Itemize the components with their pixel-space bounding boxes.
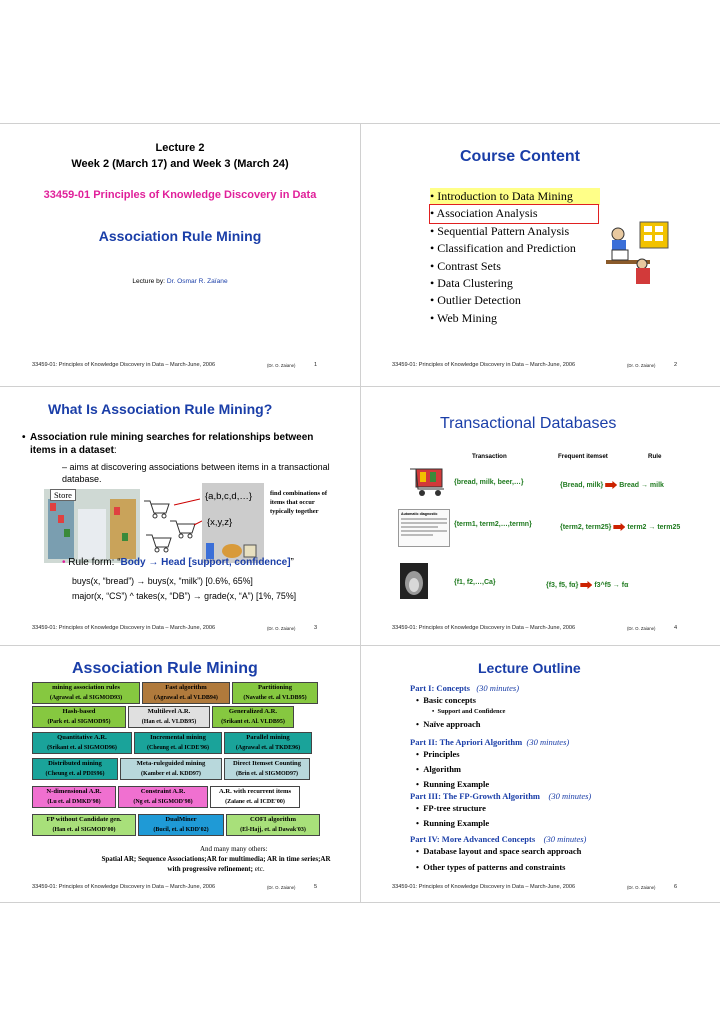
footer-course: 33459-01: Principles of Knowledge Discovery in Data – March-June, 2006 [32,362,216,368]
research-box-ref: (Zaïane et. al ICDE'00) [225,799,285,805]
slide-title: Association Rule Mining [72,660,258,677]
research-box-ref: (Park et. al SIGMOD95) [47,719,111,725]
research-box-ref: (Agrawal et. al VLDB94) [154,695,218,701]
slide-5 [0,652,360,904]
slide-title: What Is Association Rule Mining? [48,401,273,417]
part-3: Part III: The FP-Growth Algorithm (30 minutes) [410,791,592,801]
itemset-row: {Bread, milk} Bread → milk [560,481,664,489]
slide-2 [360,130,720,382]
header-rule: Rule [648,453,662,460]
part-1: Part I: Concepts (30 minutes) [410,683,520,693]
slide-title: Course Content [460,148,580,165]
topic-item: • Sequential Pattern Analysis [430,223,570,238]
itemset-xyz: {x,y,z} [207,517,233,528]
shopping-cart-icon [408,467,450,499]
arrow-icon [605,481,617,489]
slide-title: Lecture Outline [478,660,581,676]
research-box-ref: (Cheung et. al ICDE'96) [146,745,209,751]
research-box-title: Partitioning [257,684,293,691]
research-box-title: DualMiner [165,816,197,823]
research-box-ref: (Srikant et. Al. VLDB95) [221,719,285,725]
research-box-ref: (Kamber et al. KDD97) [141,771,201,777]
page-number: 4 [674,625,678,631]
footer-course: 33459-01: Principles of Knowledge Discovery in Data – March-June, 2006 [32,884,216,890]
research-box [118,786,208,808]
research-box [232,682,318,704]
research-box-title: Generalized A.R. [228,708,278,715]
research-box-ref: (Lu et. al DMKD'98) [47,799,101,805]
sub-bullet: – aims at discovering associations between items in a transactional database. [62,462,330,484]
research-box [134,732,222,754]
research-box-title: FP without Candidate gen. [46,816,122,823]
research-box [32,682,140,704]
outline-subitem: • Support and Confidence [432,708,506,715]
research-box [224,758,310,780]
transaction-features: {f1, f2,…,Ca} [454,579,496,586]
research-box-title: Distributed mining [48,760,102,767]
other-topics: Spatial AR; Sequence Associations;AR for multimedia; AR in time series;AR with progressive refinement; etc. [101,855,331,873]
research-box-title: N-dimensional A.R. [46,788,102,795]
footer-author: (Dr. O. Zaiane) [267,885,296,890]
topic-item: • Data Clustering [430,276,513,291]
research-box-title: Parallel mining [246,734,290,741]
research-box [120,758,222,780]
research-box-title: Meta-ruleguided mining [136,760,206,767]
research-box-title: Incremental mining [150,734,206,741]
research-box [210,786,300,808]
research-box-title: Multilevel A.R. [147,708,191,715]
research-box [128,706,210,728]
research-box [32,786,116,808]
topic-item: • Association Analysis [430,205,598,222]
research-box-title: Hash-based [62,708,96,715]
lecturer-line [0,278,360,285]
part-4: Part IV: More Advanced Concepts (30 minutes) [410,834,587,844]
lecture-number: Lecture 2 [155,142,205,154]
itemset-row: {term2, term25} term2 → term25 [560,523,681,531]
page-number: 2 [674,362,678,368]
transaction-basket: {bread, milk, beer,…} [454,479,524,486]
footer-author: (Dr. O. Zaiane) [627,626,656,631]
lecturer-name: Dr. Osmar R. Zaïane [166,278,228,285]
footer-course: 33459-01: Principles of Knowledge Discovery in Data – March-June, 2006 [392,362,576,368]
footer-course: 33459-01: Principles of Knowledge Discovery in Data – March-June, 2006 [392,884,576,890]
topic-item: • Outlier Detection [430,293,521,308]
header-transaction: Transaction [472,453,507,460]
carts-icon [140,491,202,553]
research-box-ref: (Brin et. al SIGMOD97) [236,771,298,777]
topic-item: • Introduction to Data Mining [430,188,600,205]
topic-item: • Contrast Sets [430,258,501,273]
arrow-icon [613,523,625,531]
outline-body [410,682,710,873]
outline-item: • Principles [416,749,460,759]
research-box-ref: (Han et. al SIGMOD'00) [52,827,116,833]
course-title: 33459-01 Principles of Knowledge Discovery in Data [43,189,317,201]
outline-item: • Other types of patterns and constraints [416,862,566,872]
topic-title: Association Rule Mining [98,228,262,244]
lecturer-label: Lecture by: [132,278,165,285]
outline-item: • Algorithm [416,764,462,774]
footer-course: 33459-01: Principles of Knowledge Discovery in Data – March-June, 2006 [392,625,576,631]
rule-example-2: major(x, “CS”) ^ takes(x, “DB”) → grade(x, “A”) [1%, 75%] [72,591,297,601]
footer-course: 33459-01: Principles of Knowledge Discovery in Data – March-June, 2006 [32,625,216,631]
research-box-ref: (Navathe et. al VLDB95) [243,695,307,701]
research-box-title: A.R. with recurrent items [218,788,292,795]
transaction-terms: {term1, term2,…,termn} [454,521,532,528]
footer-author: (Dr. O. Zaiane) [627,885,656,890]
research-box-ref: (Han et. al. VLDB95) [141,719,197,725]
page-number: 1 [314,362,318,368]
footer-author: (Dr. O. Zaiane) [627,363,656,368]
outline-item: • Running Example [416,818,490,828]
research-box [32,706,126,728]
research-box-ref: (Agrawal et. al SIGMOD93) [49,695,123,701]
outline-item: • Running Example [416,779,490,789]
arrow-icon [580,581,592,589]
more-note: And many many others: [200,845,268,853]
research-box [32,732,132,754]
research-box-title: Direct Itemset Counting [232,760,301,767]
slide-6 [360,652,720,904]
itemset-row: {f3, f5, fα} f3^f5 → fα [546,581,629,589]
research-box-ref: (El-Hajj, et. al Dawak'03) [240,827,306,833]
part-2: Part II: The Apriori Algorithm (30 minutes) [410,737,570,747]
find-note: find combinations of items that occur typically together [270,490,328,515]
research-box [212,706,294,728]
slide-3 [0,393,360,645]
itemset-abcd: {a,b,c,d,…} [205,491,253,502]
students-clipart-icon [602,218,672,288]
page-number: 6 [674,884,678,890]
outline-item: • Naïve approach [416,719,481,729]
outline-item: • Basic concepts [416,695,476,705]
research-box-ref: (Bucil, et. al KDD'02) [153,827,209,833]
course-topic-list [430,188,600,327]
lecture-weeks: Week 2 (March 17) and Week 3 (March 24) [71,158,289,170]
page-number: 3 [314,625,318,631]
topic-item: • Classification and Prediction [430,241,576,256]
outline-item: • FP-tree structure [416,803,486,813]
research-box-title: Constraint A.R. [140,788,186,795]
page-number: 5 [314,884,318,890]
rule-example-1: buys(x, “bread”) → buys(x, “milk”) [0.6%, 65%] [72,576,253,586]
rule-form: • Rule form: “Body → Head [support, confidence]” [62,557,294,568]
document-title: Automatic diagnostic [401,512,438,516]
document-thumbnail [398,509,450,547]
research-box-title: Fast algorithm [165,684,207,691]
research-box-ref: (Cheung et. al PDIS96) [45,771,105,777]
slide-1 [0,130,360,382]
research-box-title: COFI algorithm [250,816,296,823]
research-box-title: Quantitative A.R. [57,734,107,741]
topic-item: • Web Mining [430,310,498,325]
outline-item: • Database layout and space search approach [416,846,582,856]
research-box-ref: (Srikant et. al SIGMOD96) [47,745,117,751]
xray-image [400,563,428,599]
bullet-association: • Association rule mining searches for relationships between items in a dataset: [22,432,314,456]
research-box [32,814,136,836]
research-box [32,758,118,780]
research-box [142,682,230,704]
research-box [138,814,224,836]
research-box-title: mining association rules [52,684,120,691]
research-box [226,814,320,836]
footer-author: (Dr. O. Zaiane) [267,626,296,631]
header-itemset: Frequent itemset [558,453,608,460]
footer-author: (Dr. O. Zaiane) [267,363,296,368]
research-box-ref: (Ng et. al SIGMOD'98) [133,799,193,805]
research-box-ref: (Agrawal et. al TKDE96) [235,745,301,751]
slide-4 [360,393,720,645]
slide-title: Transactional Databases [440,415,617,432]
store-label: Store [50,489,76,501]
research-box [224,732,312,754]
